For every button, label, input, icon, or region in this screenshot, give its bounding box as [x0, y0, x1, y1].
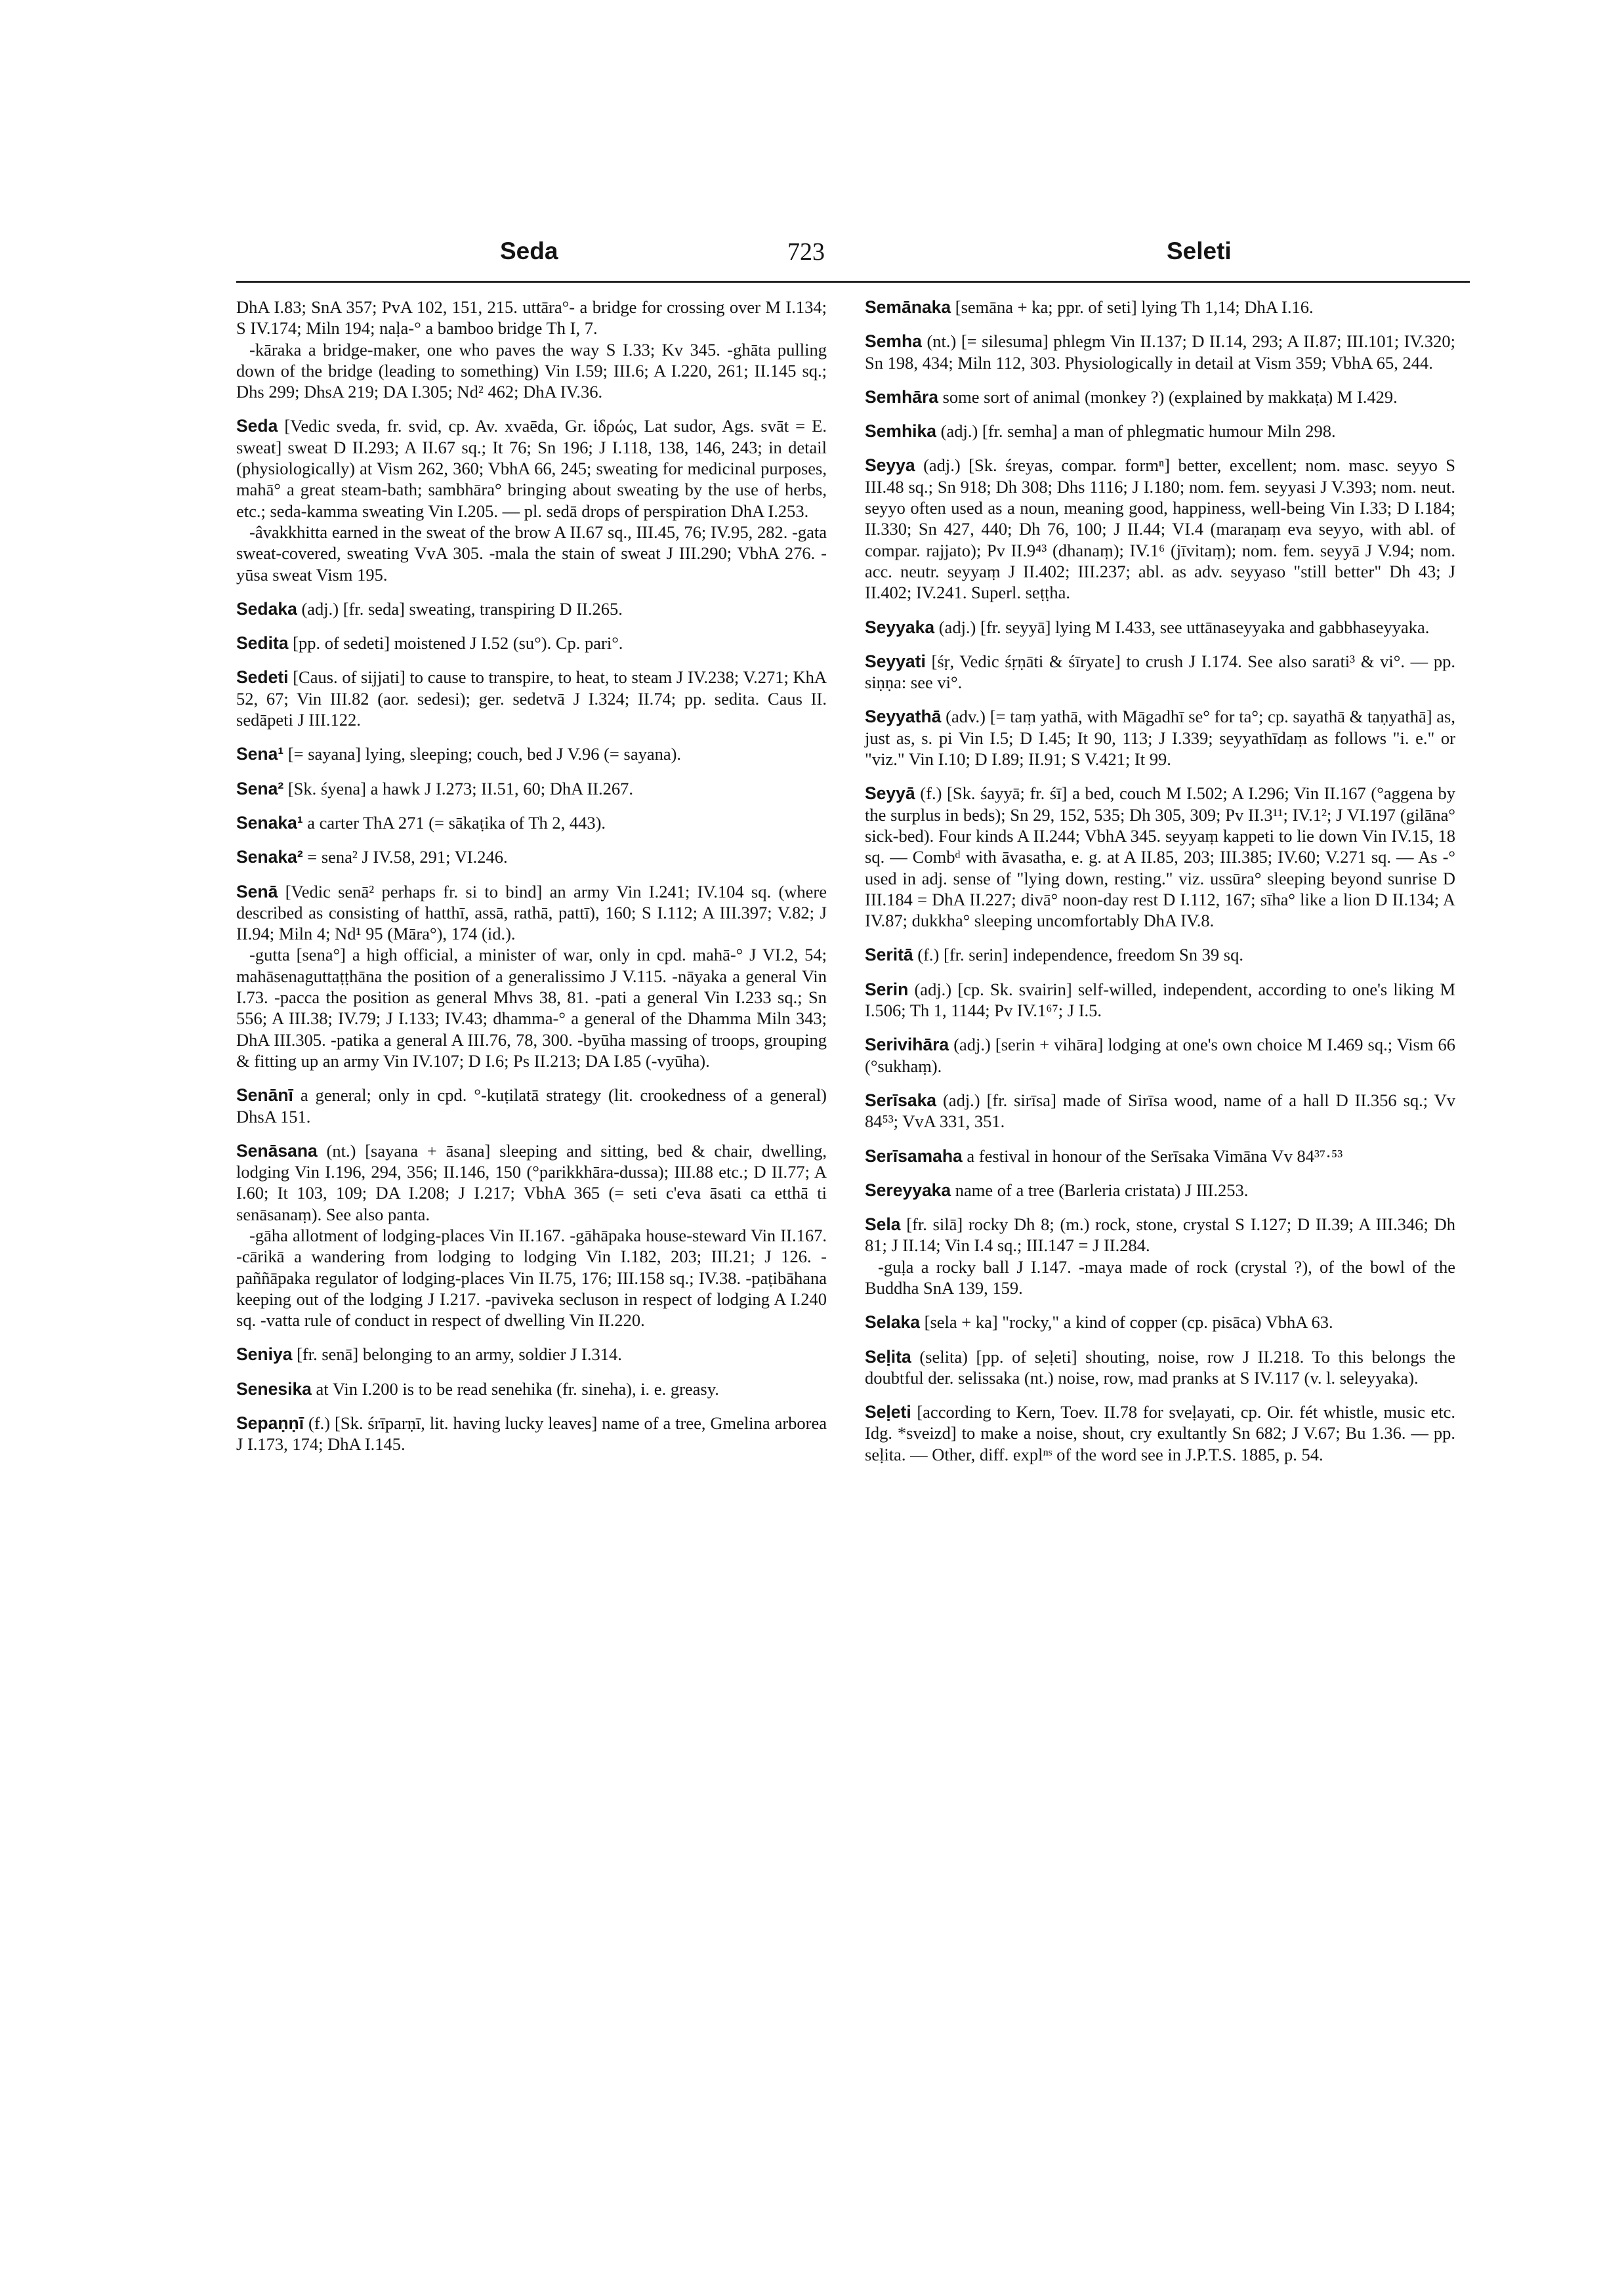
- entry-headword: Seḷeti: [865, 1402, 911, 1422]
- entry-headword: Seniya: [236, 1344, 293, 1365]
- entry-definition: [pp. of sedeti] moistened J I.52 (su°). Cp. pari°.: [293, 633, 623, 653]
- right-column: [865, 297, 1455, 1478]
- entry-lede: [865, 1090, 1455, 1132]
- entry-headword: Senaka¹: [236, 812, 303, 833]
- dictionary-entry: [865, 386, 1455, 407]
- entry-definition: [Vedic sveda, fr. svid, cp. Av. xvaēda, Gr. ἱδρώς, Lat sudor, Ags. svāt = E. sweat] sweat D II.293; A II.67 sq.; It 76; Sn 196; J I.118, 138, 146, 243; in detail (physiologically) at Vism 262, 360; VbhA 66, 245; sweating for medicinal purposes, mahā° a great steam-bath; sambhāra° bringing about sweating by the use of herbs, etc.; seda-kamma sweating Vin I.205. — pl. sedā drops of perspiration DhA I.253.: [236, 416, 827, 521]
- entry-lede: [865, 421, 1455, 442]
- dictionary-entry: [236, 881, 827, 1072]
- entry-lede: [865, 1034, 1455, 1077]
- entry-compounds: -kāraka a bridge-maker, one who paves the way S I.33; Kv 345. -ghāta pulling down of the bridge (leading to something) Vin I.59; III.6; A I.220, 261; II.145 sq.; Dhs 299; DhsA 219; DA I.305; Nd² 462; DhA IV.36.: [236, 339, 827, 402]
- entry-compounds: -gāha allotment of lodging-places Vin II.167. -gāhāpaka house-steward Vin II.167. -cārikā a wandering from lodging to lodging Vin I.182, 203; III.21; J 126. -paññāpaka regulator of lodging-places Vin II.75, 176; III.158 sq.; IV.38. -paṭibāhana keeping out of the lodging J I.217. -paviveka secluson in respect of lodging A I.240 sq. -vatta rule of conduct in respect of dwelling Vin II.220.: [236, 1225, 827, 1331]
- entry-lede: [865, 1214, 1455, 1256]
- entry-definition: [śṛ, Vedic śṛṇāti & śīryate] to crush J I.174. See also sarati³ & vi°. — pp. siṇṇa: see vi°.: [865, 651, 1456, 693]
- entry-headword: Seritā: [865, 945, 913, 965]
- dictionary-entry: [865, 706, 1455, 770]
- entry-headword: Senesika: [236, 1378, 312, 1399]
- entry-definition: [Vedic senā² perhaps fr. si to bind] an army Vin I.241; IV.104 sq. (where described as consisting of hatthī, assā, rathā, pattī), 160; S I.112; A III.397; V.82; J II.94; Miln 4; Nd¹ 95 (Māra°), 174 (id.).: [236, 881, 827, 944]
- dictionary-entry: [236, 846, 827, 867]
- entry-headword: Seyyaka: [865, 617, 935, 637]
- entry-lede: [865, 1346, 1455, 1389]
- entry-definition: at Vin I.200 is to be read senehika (fr. sineha), i. e. greasy.: [316, 1378, 719, 1399]
- entry-lede: [236, 297, 827, 339]
- entry-lede: [865, 297, 1455, 318]
- entry-headword: Sepaṇṇī: [236, 1413, 304, 1434]
- entry-lede: [236, 667, 827, 730]
- entry-definition: [Caus. of sijjati] to cause to transpire, to heat, to steam J IV.238; V.271; KhA 52, 67; Vin III.82 (aor. sedesi); ger. sedetvā J I.324; II.74; pp. sedita. Caus II. sedāpeti J III.122.: [236, 667, 827, 730]
- entry-headword: Semānaka: [865, 297, 951, 317]
- entry-headword: Sedeti: [236, 667, 289, 688]
- dictionary-entry: [236, 415, 827, 585]
- entry-lede: [865, 331, 1455, 373]
- entry-lede: [865, 1146, 1455, 1167]
- entry-headword: Sela: [865, 1214, 901, 1235]
- entry-lede: [865, 386, 1455, 407]
- dictionary-entry: [236, 743, 827, 764]
- entry-definition: (adj.) [cp. Sk. svairin] self-willed, independent, according to one's liking M I.506; Th 1, 1144; Pv IV.1⁶⁷; J I.5.: [865, 979, 1456, 1021]
- entry-headword: Sedita: [236, 633, 289, 653]
- entry-definition: (adj.) [Sk. śreyas, compar. formⁿ] better, excellent; nom. masc. seyyo S III.48 sq.; Sn 918; Dh 308; Dhs 1116; J I.180; nom. fem. seyyasi J V.393; nom. neut. seyyo often used as a noun, meaning good, happiness, well-being Vin I.33; D I.184; II.330; Sn 427, 440; Dh 76, 100; J II.44; VI.4 (maraṇaṃ eva seyyo, with abl. of compar. rajjato); Pv II.9⁴³ (dhanaṃ); IV.1⁶ (jīvitaṃ); nom. fem. seyyā J V.94; nom. acc. neutr. seyyaṃ J II.402; III.237; abl. as adv. seyyaso "still better" Dh 43; J II.402; IV.241. Superl. seṭṭha.: [865, 455, 1455, 603]
- entry-headword: Semhika: [865, 421, 937, 442]
- dictionary-entry: [236, 1344, 827, 1365]
- entry-headword: Semha: [865, 331, 922, 352]
- entry-headword: Senāsana: [236, 1140, 318, 1161]
- dictionary-entry: [865, 651, 1455, 693]
- entry-lede: [865, 1312, 1455, 1333]
- dictionary-entry: [236, 1413, 827, 1455]
- dictionary-entry: [865, 783, 1455, 931]
- entry-headword: Senā: [236, 881, 278, 901]
- entry-definition: some sort of animal (monkey ?) (explained by makkaṭa) M I.429.: [942, 386, 1398, 407]
- dictionary-entry: [865, 297, 1455, 318]
- entry-compounds: -âvakkhitta earned in the sweat of the brow A II.67 sq., III.45, 76; IV.95, 282. -gata sweat-covered, sweating VvA 305. -mala the stain of sweat J III.290; VbhA 276. -yūsa sweat Vism 195.: [236, 522, 827, 585]
- entry-lede: [865, 979, 1455, 1022]
- dictionary-entry: [865, 455, 1455, 603]
- entry-definition: = sena² J IV.58, 291; VI.246.: [307, 847, 508, 867]
- dictionary-entry: [865, 1146, 1455, 1167]
- entry-headword: Seyyā: [865, 783, 915, 804]
- dictionary-entry: [236, 1378, 827, 1399]
- dictionary-entry: [236, 778, 827, 799]
- entry-lede: [236, 1378, 827, 1399]
- left-column: [236, 297, 827, 1468]
- entry-headword: Seyyathā: [865, 707, 942, 727]
- dictionary-entry: [865, 1346, 1455, 1389]
- entry-headword: Serīsaka: [865, 1090, 937, 1110]
- entry-headword: Senaka²: [236, 847, 303, 867]
- entry-headword: Sedaka: [236, 598, 297, 619]
- entry-definition: (adj.) [serin + vihāra] lodging at one's own choice M I.469 sq.; Vism 66 (°sukhaṃ).: [865, 1035, 1456, 1076]
- entry-definition: [sela + ka] "rocky," a kind of copper (cp. pisāca) VbhA 63.: [924, 1312, 1333, 1333]
- entry-lede: [865, 455, 1455, 603]
- entry-definition: (nt.) [= silesuma] phlegm Vin II.137; D II.14, 293; A II.87; III.101; IV.320; Sn 198, 434; Miln 112, 303. Physiologically in detail at Vism 359; VbhA 65, 244.: [865, 331, 1455, 373]
- dictionary-entry: [865, 421, 1455, 442]
- page-header: [236, 238, 1468, 283]
- entry-lede: [236, 846, 827, 867]
- entry-definition: [according to Kern, Toev. II.78 for sveḷayati, cp. Oir. fét whistle, music etc. Idg. *sveizd] to make a noise, shout, cry exultantly Sn 682; J V.67; Bu 1.36. — pp. seḷita. — Other, diff. explⁿˢ of the word see in J.P.T.S. 1885, p. 54.: [865, 1402, 1455, 1464]
- dictionary-entry: [236, 297, 827, 402]
- entry-definition: (nt.) [sayana + āsana] sleeping and sitting, bed & chair, dwelling, lodging Vin I.196, 294, 356; II.146, 150 (°parikkhāra-dussa); III.88 etc.; D II.77; A I.60; It 103, 109; DA I.208; J I.217; VbhA 365 (= seti c'eva āsati ca etthā ti senāsanaṃ). See also panta.: [236, 1140, 827, 1224]
- right-guide-word: Seleti: [1167, 238, 1232, 264]
- dictionary-entry: [865, 1214, 1455, 1298]
- entry-headword: Seda: [236, 416, 278, 436]
- entry-headword: Sena¹: [236, 744, 284, 764]
- entry-lede: [236, 881, 827, 945]
- entry-headword: Serīsamaha: [865, 1146, 963, 1166]
- entry-lede: [236, 1344, 827, 1365]
- dictionary-entry: [236, 1140, 827, 1331]
- entry-lede: [236, 812, 827, 833]
- left-guide-word: Seda: [500, 238, 558, 264]
- entry-lede: [865, 783, 1455, 931]
- entry-lede: [865, 944, 1455, 965]
- entry-definition: a general; only in cpd. °-kuṭilatā strategy (lit. crookedness of a general) DhsA 151.: [236, 1085, 827, 1127]
- entry-lede: [236, 598, 827, 619]
- header-rule: [236, 281, 1470, 283]
- dictionary-entry: [865, 1312, 1455, 1333]
- entry-lede: [865, 1180, 1455, 1201]
- dictionary-entry: [236, 667, 827, 730]
- entry-lede: [236, 743, 827, 764]
- entry-definition: (adj.) [fr. seyyā] lying M I.433, see uttānaseyyaka and gabbhaseyyaka.: [938, 617, 1430, 637]
- entry-definition: (adj.) [fr. semha] a man of phlegmatic humour Miln 298.: [940, 421, 1336, 442]
- entry-lede: [236, 1085, 827, 1127]
- entry-lede: [236, 778, 827, 799]
- entry-lede: [865, 706, 1455, 770]
- entry-lede: [865, 1401, 1455, 1465]
- entry-definition: [= sayana] lying, sleeping; couch, bed J V.96 (= sayana).: [287, 744, 682, 764]
- dictionary-entry: [236, 812, 827, 833]
- entry-definition: (adj.) [fr. sirīsa] made of Sirīsa wood, name of a hall D II.356 sq.; Vv 84⁵³; VvA 331, 351.: [865, 1090, 1456, 1132]
- dictionary-entry: [236, 632, 827, 653]
- entry-definition: [fr. silā] rocky Dh 8; (m.) rock, stone, crystal S I.127; D II.39; A III.346; Dh 81; J II.14; Vin I.4 sq.; III.147 = J II.284.: [865, 1214, 1455, 1256]
- dictionary-entry: [865, 1090, 1455, 1132]
- entry-lede: [865, 617, 1455, 638]
- dictionary-entry: [865, 331, 1455, 373]
- entry-headword: Sena²: [236, 778, 284, 798]
- entry-definition: (f.) [fr. serin] independence, freedom Sn 39 sq.: [917, 945, 1243, 965]
- entry-headword: Selaka: [865, 1312, 920, 1333]
- dictionary-entry: [236, 1085, 827, 1127]
- entry-definition: name of a tree (Barleria cristata) J III.253.: [955, 1180, 1249, 1200]
- dictionary-entry: [865, 944, 1455, 965]
- entry-headword: Serin: [865, 979, 909, 999]
- entry-headword: Senānī: [236, 1085, 293, 1106]
- entry-definition: (selita) [pp. of seḷeti] shouting, noise, row J II.218. To this belongs the doubtful der. selissaka (nt.) noise, row, mad pranks at S IV.117 (v. l. seleyyaka).: [865, 1346, 1455, 1388]
- entry-definition: [fr. senā] belonging to an army, soldier J I.314.: [297, 1344, 622, 1365]
- dictionary-entry: [865, 1180, 1455, 1201]
- dictionary-entry: [865, 1401, 1455, 1465]
- entry-lede: [236, 632, 827, 653]
- entry-headword: Seyyati: [865, 651, 926, 671]
- entry-lede: [236, 1140, 827, 1225]
- dictionary-entry: [865, 979, 1455, 1022]
- entry-definition: (f.) [Sk. śrīparṇī, lit. having lucky leaves] name of a tree, Gmelina arborea J I.173, 174; DhA I.145.: [236, 1413, 827, 1455]
- entry-headword: Seḷita: [865, 1346, 911, 1367]
- entry-compounds: -guḷa a rocky ball J I.147. -maya made of rock (crystal ?), of the bowl of the Buddha SnA 139, 159.: [865, 1256, 1455, 1298]
- entry-headword: Semhāra: [865, 386, 938, 407]
- entry-lede: [236, 1413, 827, 1455]
- entry-headword: Seyya: [865, 455, 915, 476]
- entry-compounds: -gutta [sena°] a high official, a minister of war, only in cpd. mahā-° J VI.2, 54; mahāsenaguttaṭṭhāna the position of a generalissimo J V.115. -nāyaka a general Vin I.73. -pacca the position as general Mhvs 38, 81. -pati a general Vin I.233 sq.; Sn 556; A III.38; IV.79; J I.133; IV.43; dhamma-° a general of the Dhamma Miln 343; DhA III.305. -patika a general A III.76, 78, 300. -byūha massing of troops, grouping & fitting up an army Vin IV.107; D I.6; Ps II.213; DA I.85 (-vyūha).: [236, 945, 827, 1071]
- entry-definition: (f.) [Sk. śayyā; fr. śī] a bed, couch M I.502; A I.296; Vin II.167 (°aggena by the surplus in beds); Sn 29, 152, 535; Dh 305, 309; Pv II.3¹¹; IV.1²; J VI.197 (gilāna° sick-bed). Four kinds A II.244; VbhA 345. seyyaṃ kappeti to lie down Vin IV.15, 18 sq. — Combᵈ with āvasatha, e. g. at A II.85, 203; III.385; IV.60; V.271 sq. — As -° used in adj. sense of "lying down, resting." viz. ussūra° sleeping beyond sunrise D III.184 = DhA II.227; divā° noon-day rest D I.112, 167; sīha° like a lion D II.134; A IV.87; dukkha° sleeping uncomfortably DhA IV.8.: [865, 783, 1455, 931]
- entry-definition: a carter ThA 271 (= sākaṭika of Th 2, 443).: [307, 812, 606, 833]
- entry-definition: [Sk. śyena] a hawk J I.273; II.51, 60; DhA II.267.: [287, 778, 634, 798]
- entry-definition: (adv.) [= taṃ yathā, with Māgadhī se° for ta°; cp. sayathā & taṇyathā] as, just as, s. pi Vin I.5; D I.45; It 90, 113; J I.339; seyyathīdaṃ as follows "i. e." or "viz." Vin I.10; D I.89; II.91; S V.421; It 99.: [865, 707, 1455, 770]
- entry-headword: Serivihāra: [865, 1035, 949, 1055]
- entry-headword: Sereyyaka: [865, 1180, 951, 1200]
- entry-definition: DhA I.83; SnA 357; PvA 102, 151, 215. uttāra°- a bridge for crossing over M I.134; S IV.174; Miln 194; naḷa-° a bamboo bridge Th I, 7.: [236, 297, 827, 339]
- entry-lede: [236, 415, 827, 521]
- dictionary-entry: [236, 598, 827, 619]
- page-number: 723: [787, 238, 825, 266]
- dictionary-entry: [865, 617, 1455, 638]
- entry-definition: a festival in honour of the Serīsaka Vimāna Vv 84³⁷·⁵³: [967, 1146, 1343, 1166]
- entry-definition: [semāna + ka; ppr. of seti] lying Th 1,14; DhA I.16.: [955, 297, 1314, 317]
- entry-definition: (adj.) [fr. seda] sweating, transpiring D II.265.: [301, 598, 623, 619]
- entry-lede: [865, 651, 1455, 693]
- dictionary-entry: [865, 1034, 1455, 1077]
